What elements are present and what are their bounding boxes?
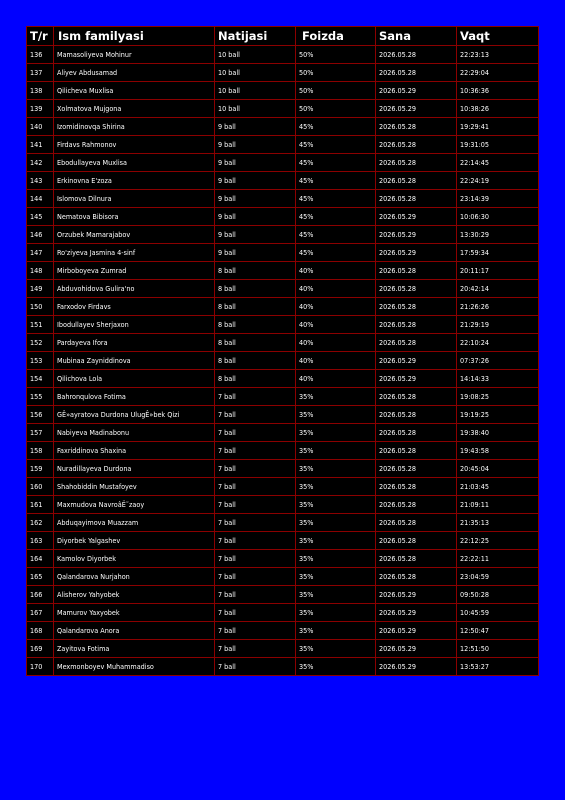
- cell-percent: 35%: [296, 586, 376, 604]
- cell-date: 2026.05.29: [376, 208, 457, 226]
- table-row: [27, 388, 539, 406]
- cell-date: 2026.05.28: [376, 136, 457, 154]
- cell-name: Xolmatova Mujgona: [54, 100, 215, 118]
- cell-time: 10:38:26: [457, 100, 539, 118]
- cell-date: 2026.05.28: [376, 316, 457, 334]
- cell-score: 8 ball: [215, 334, 296, 352]
- cell-percent: 35%: [296, 514, 376, 532]
- cell-score: 7 ball: [215, 568, 296, 586]
- cell-name: Ebodullayeva Muxlisa: [54, 154, 215, 172]
- cell-name: Izomidinovqa Shirina: [54, 118, 215, 136]
- cell-time: 09:50:28: [457, 586, 539, 604]
- cell-number: 161: [27, 496, 54, 514]
- cell-time: 20:42:14: [457, 280, 539, 298]
- cell-percent: 35%: [296, 442, 376, 460]
- cell-score: 10 ball: [215, 100, 296, 118]
- cell-percent: 45%: [296, 154, 376, 172]
- cell-time: 21:26:26: [457, 298, 539, 316]
- cell-number: 142: [27, 154, 54, 172]
- cell-number: 153: [27, 352, 54, 370]
- cell-score: 9 ball: [215, 244, 296, 262]
- cell-score: 7 ball: [215, 460, 296, 478]
- cell-date: 2026.05.28: [376, 46, 457, 64]
- cell-time: 14:14:33: [457, 370, 539, 388]
- cell-name: Pardayeva Ifora: [54, 334, 215, 352]
- cell-percent: 40%: [296, 262, 376, 280]
- cell-percent: 35%: [296, 622, 376, 640]
- table-row: [27, 658, 539, 676]
- cell-time: 17:59:34: [457, 244, 539, 262]
- cell-score: 7 ball: [215, 604, 296, 622]
- cell-date: 2026.05.28: [376, 388, 457, 406]
- cell-date: 2026.05.28: [376, 154, 457, 172]
- table-row: [27, 604, 539, 622]
- table-row: [27, 244, 539, 262]
- cell-name: Mirboboyeva Zumrad: [54, 262, 215, 280]
- cell-name: Nematova Bibisora: [54, 208, 215, 226]
- cell-date: 2026.05.29: [376, 82, 457, 100]
- cell-percent: 40%: [296, 280, 376, 298]
- cell-date: 2026.05.28: [376, 460, 457, 478]
- cell-score: 7 ball: [215, 424, 296, 442]
- cell-percent: 35%: [296, 658, 376, 676]
- cell-date: 2026.05.29: [376, 586, 457, 604]
- cell-name: Kamolov Diyorbek: [54, 550, 215, 568]
- cell-date: 2026.05.29: [376, 352, 457, 370]
- cell-date: 2026.05.28: [376, 64, 457, 82]
- table-row: [27, 514, 539, 532]
- cell-date: 2026.05.28: [376, 406, 457, 424]
- cell-name: Aliyev Abdusamad: [54, 64, 215, 82]
- cell-name: Nuradillayeva Durdona: [54, 460, 215, 478]
- cell-number: 143: [27, 172, 54, 190]
- table-row: [27, 496, 539, 514]
- cell-time: 19:43:58: [457, 442, 539, 460]
- cell-number: 136: [27, 46, 54, 64]
- cell-time: 23:04:59: [457, 568, 539, 586]
- cell-date: 2026.05.28: [376, 568, 457, 586]
- cell-percent: 35%: [296, 478, 376, 496]
- cell-date: 2026.05.28: [376, 298, 457, 316]
- results-sheet: [26, 26, 538, 676]
- table-row: [27, 136, 539, 154]
- header-name: Ism familyasi: [54, 27, 215, 46]
- cell-percent: 35%: [296, 640, 376, 658]
- cell-percent: 45%: [296, 244, 376, 262]
- cell-name: Mamasoliyeva Mohinur: [54, 46, 215, 64]
- cell-time: 10:45:59: [457, 604, 539, 622]
- cell-percent: 45%: [296, 190, 376, 208]
- cell-score: 7 ball: [215, 442, 296, 460]
- cell-time: 10:36:36: [457, 82, 539, 100]
- cell-time: 21:35:13: [457, 514, 539, 532]
- cell-score: 7 ball: [215, 622, 296, 640]
- cell-name: Diyorbek Yalgashev: [54, 532, 215, 550]
- table-row: [27, 118, 539, 136]
- cell-date: 2026.05.28: [376, 118, 457, 136]
- cell-number: 162: [27, 514, 54, 532]
- cell-name: Abduqayimova Muazzam: [54, 514, 215, 532]
- cell-number: 144: [27, 190, 54, 208]
- cell-number: 148: [27, 262, 54, 280]
- cell-time: 12:51:50: [457, 640, 539, 658]
- table-row: [27, 154, 539, 172]
- cell-name: Mubinaa Zayniddinova: [54, 352, 215, 370]
- cell-name: Erkinovna E'zoza: [54, 172, 215, 190]
- cell-score: 9 ball: [215, 172, 296, 190]
- cell-name: Alisherov Yahyobek: [54, 586, 215, 604]
- cell-time: 22:23:13: [457, 46, 539, 64]
- cell-percent: 35%: [296, 550, 376, 568]
- cell-name: Mamurov Yaxyobek: [54, 604, 215, 622]
- cell-time: 19:38:40: [457, 424, 539, 442]
- cell-number: 166: [27, 586, 54, 604]
- cell-date: 2026.05.29: [376, 640, 457, 658]
- cell-score: 8 ball: [215, 352, 296, 370]
- cell-score: 7 ball: [215, 586, 296, 604]
- cell-time: 22:12:25: [457, 532, 539, 550]
- cell-percent: 45%: [296, 118, 376, 136]
- cell-score: 7 ball: [215, 550, 296, 568]
- cell-percent: 35%: [296, 388, 376, 406]
- cell-time: 19:29:41: [457, 118, 539, 136]
- cell-date: 2026.05.28: [376, 334, 457, 352]
- cell-date: 2026.05.28: [376, 532, 457, 550]
- cell-number: 146: [27, 226, 54, 244]
- cell-percent: 35%: [296, 406, 376, 424]
- cell-number: 137: [27, 64, 54, 82]
- cell-score: 10 ball: [215, 82, 296, 100]
- cell-name: Qalandarova Anora: [54, 622, 215, 640]
- table-row: [27, 640, 539, 658]
- cell-score: 7 ball: [215, 496, 296, 514]
- cell-score: 9 ball: [215, 118, 296, 136]
- header-date: Sana: [376, 27, 457, 46]
- cell-percent: 40%: [296, 316, 376, 334]
- cell-date: 2026.05.28: [376, 496, 457, 514]
- cell-time: 12:50:47: [457, 622, 539, 640]
- cell-time: 22:14:45: [457, 154, 539, 172]
- cell-number: 145: [27, 208, 54, 226]
- cell-name: Zayitova Fotima: [54, 640, 215, 658]
- cell-date: 2026.05.28: [376, 442, 457, 460]
- cell-date: 2026.05.29: [376, 658, 457, 676]
- cell-number: 160: [27, 478, 54, 496]
- cell-score: 8 ball: [215, 262, 296, 280]
- cell-number: 169: [27, 640, 54, 658]
- cell-number: 165: [27, 568, 54, 586]
- cell-time: 21:03:45: [457, 478, 539, 496]
- cell-name: Abduvohidova Gulira'no: [54, 280, 215, 298]
- cell-name: Farxodov Firdavs: [54, 298, 215, 316]
- table-row: [27, 442, 539, 460]
- cell-name: Bahronqulova Fotima: [54, 388, 215, 406]
- cell-number: 147: [27, 244, 54, 262]
- results-table: [26, 26, 539, 676]
- cell-name: Mexmonboyev Muhammadiso: [54, 658, 215, 676]
- cell-date: 2026.05.28: [376, 172, 457, 190]
- cell-number: 138: [27, 82, 54, 100]
- cell-number: 159: [27, 460, 54, 478]
- table-row: [27, 82, 539, 100]
- cell-score: 7 ball: [215, 514, 296, 532]
- header-number: T/r: [27, 27, 54, 46]
- table-row: [27, 424, 539, 442]
- cell-time: 22:22:11: [457, 550, 539, 568]
- cell-time: 19:08:25: [457, 388, 539, 406]
- header-score: Natijasi: [215, 27, 296, 46]
- table-row: [27, 64, 539, 82]
- cell-date: 2026.05.29: [376, 370, 457, 388]
- table-row: [27, 46, 539, 64]
- table-row: [27, 550, 539, 568]
- cell-time: 22:29:04: [457, 64, 539, 82]
- cell-score: 10 ball: [215, 46, 296, 64]
- cell-name: Firdavs Rahmonov: [54, 136, 215, 154]
- header-percent: Foizda: [296, 27, 376, 46]
- cell-name: Orzubek Mamarajabov: [54, 226, 215, 244]
- header-time: Vaqt: [457, 27, 539, 46]
- table-row: [27, 190, 539, 208]
- cell-score: 10 ball: [215, 64, 296, 82]
- cell-time: 13:30:29: [457, 226, 539, 244]
- table-row: [27, 100, 539, 118]
- cell-percent: 45%: [296, 172, 376, 190]
- table-row: [27, 208, 539, 226]
- table-row: [27, 316, 539, 334]
- cell-percent: 45%: [296, 208, 376, 226]
- cell-name: Ibodullayev Sherjaxon: [54, 316, 215, 334]
- cell-name: Qilichova Lola: [54, 370, 215, 388]
- cell-date: 2026.05.28: [376, 550, 457, 568]
- cell-number: 150: [27, 298, 54, 316]
- cell-percent: 50%: [296, 100, 376, 118]
- cell-time: 20:11:17: [457, 262, 539, 280]
- cell-time: 21:09:11: [457, 496, 539, 514]
- cell-percent: 35%: [296, 424, 376, 442]
- table-row: [27, 334, 539, 352]
- cell-score: 7 ball: [215, 640, 296, 658]
- table-row: [27, 478, 539, 496]
- cell-time: 10:06:30: [457, 208, 539, 226]
- cell-name: Qilicheva Muxlisa: [54, 82, 215, 100]
- cell-score: 9 ball: [215, 208, 296, 226]
- cell-number: 149: [27, 280, 54, 298]
- cell-date: 2026.05.28: [376, 514, 457, 532]
- cell-percent: 50%: [296, 46, 376, 64]
- cell-number: 156: [27, 406, 54, 424]
- cell-time: 21:29:19: [457, 316, 539, 334]
- cell-number: 157: [27, 424, 54, 442]
- cell-date: 2026.05.29: [376, 100, 457, 118]
- cell-time: 23:14:39: [457, 190, 539, 208]
- cell-date: 2026.05.29: [376, 622, 457, 640]
- cell-percent: 40%: [296, 334, 376, 352]
- cell-date: 2026.05.29: [376, 604, 457, 622]
- cell-time: 20:45:04: [457, 460, 539, 478]
- cell-number: 158: [27, 442, 54, 460]
- cell-number: 170: [27, 658, 54, 676]
- table-row: [27, 172, 539, 190]
- cell-score: 8 ball: [215, 280, 296, 298]
- cell-percent: 35%: [296, 496, 376, 514]
- cell-number: 163: [27, 532, 54, 550]
- cell-number: 167: [27, 604, 54, 622]
- table-row: [27, 370, 539, 388]
- cell-date: 2026.05.28: [376, 262, 457, 280]
- cell-time: 07:37:26: [457, 352, 539, 370]
- cell-date: 2026.05.29: [376, 244, 457, 262]
- cell-score: 7 ball: [215, 478, 296, 496]
- cell-score: 9 ball: [215, 190, 296, 208]
- cell-score: 7 ball: [215, 388, 296, 406]
- table-row: [27, 532, 539, 550]
- cell-score: 7 ball: [215, 658, 296, 676]
- cell-score: 7 ball: [215, 532, 296, 550]
- cell-name: Faxriddinova Shaxina: [54, 442, 215, 460]
- table-row: [27, 352, 539, 370]
- cell-time: 19:31:05: [457, 136, 539, 154]
- cell-number: 140: [27, 118, 54, 136]
- cell-score: 8 ball: [215, 370, 296, 388]
- cell-number: 168: [27, 622, 54, 640]
- table-row: [27, 406, 539, 424]
- cell-score: 8 ball: [215, 316, 296, 334]
- cell-number: 155: [27, 388, 54, 406]
- cell-name: Islomova Dilnura: [54, 190, 215, 208]
- cell-name: Maxmudova NavroâË˜zaoy: [54, 496, 215, 514]
- cell-date: 2026.05.28: [376, 190, 457, 208]
- cell-percent: 40%: [296, 352, 376, 370]
- cell-percent: 45%: [296, 136, 376, 154]
- cell-percent: 35%: [296, 604, 376, 622]
- cell-date: 2026.05.29: [376, 226, 457, 244]
- cell-score: 9 ball: [215, 154, 296, 172]
- table-row: [27, 460, 539, 478]
- cell-name: Qalandarova Nurjahon: [54, 568, 215, 586]
- table-row: [27, 622, 539, 640]
- cell-time: 13:53:27: [457, 658, 539, 676]
- cell-percent: 35%: [296, 532, 376, 550]
- cell-time: 22:10:24: [457, 334, 539, 352]
- cell-percent: 50%: [296, 82, 376, 100]
- cell-time: 22:24:19: [457, 172, 539, 190]
- cell-number: 151: [27, 316, 54, 334]
- cell-date: 2026.05.28: [376, 478, 457, 496]
- cell-percent: 40%: [296, 370, 376, 388]
- cell-time: 19:19:25: [457, 406, 539, 424]
- cell-name: Ro'ziyeva Jasmina 4-sinf: [54, 244, 215, 262]
- cell-name: Shahobiddin Mustafoyev: [54, 478, 215, 496]
- cell-score: 9 ball: [215, 136, 296, 154]
- cell-number: 152: [27, 334, 54, 352]
- cell-number: 141: [27, 136, 54, 154]
- cell-date: 2026.05.28: [376, 424, 457, 442]
- cell-percent: 35%: [296, 460, 376, 478]
- cell-number: 139: [27, 100, 54, 118]
- table-row: [27, 298, 539, 316]
- table-row: [27, 280, 539, 298]
- table-row: [27, 568, 539, 586]
- cell-name: Nabiyeva Madinabonu: [54, 424, 215, 442]
- table-row: [27, 226, 539, 244]
- cell-score: 7 ball: [215, 406, 296, 424]
- cell-date: 2026.05.28: [376, 280, 457, 298]
- cell-number: 154: [27, 370, 54, 388]
- table-row: [27, 262, 539, 280]
- header-row: [27, 27, 539, 46]
- cell-name: GÊ»ayratova Durdona UlugÊ»bek Qizi: [54, 406, 215, 424]
- cell-score: 8 ball: [215, 298, 296, 316]
- cell-percent: 45%: [296, 226, 376, 244]
- table-row: [27, 586, 539, 604]
- cell-score: 9 ball: [215, 226, 296, 244]
- cell-number: 164: [27, 550, 54, 568]
- cell-percent: 40%: [296, 298, 376, 316]
- cell-percent: 35%: [296, 568, 376, 586]
- cell-percent: 50%: [296, 64, 376, 82]
